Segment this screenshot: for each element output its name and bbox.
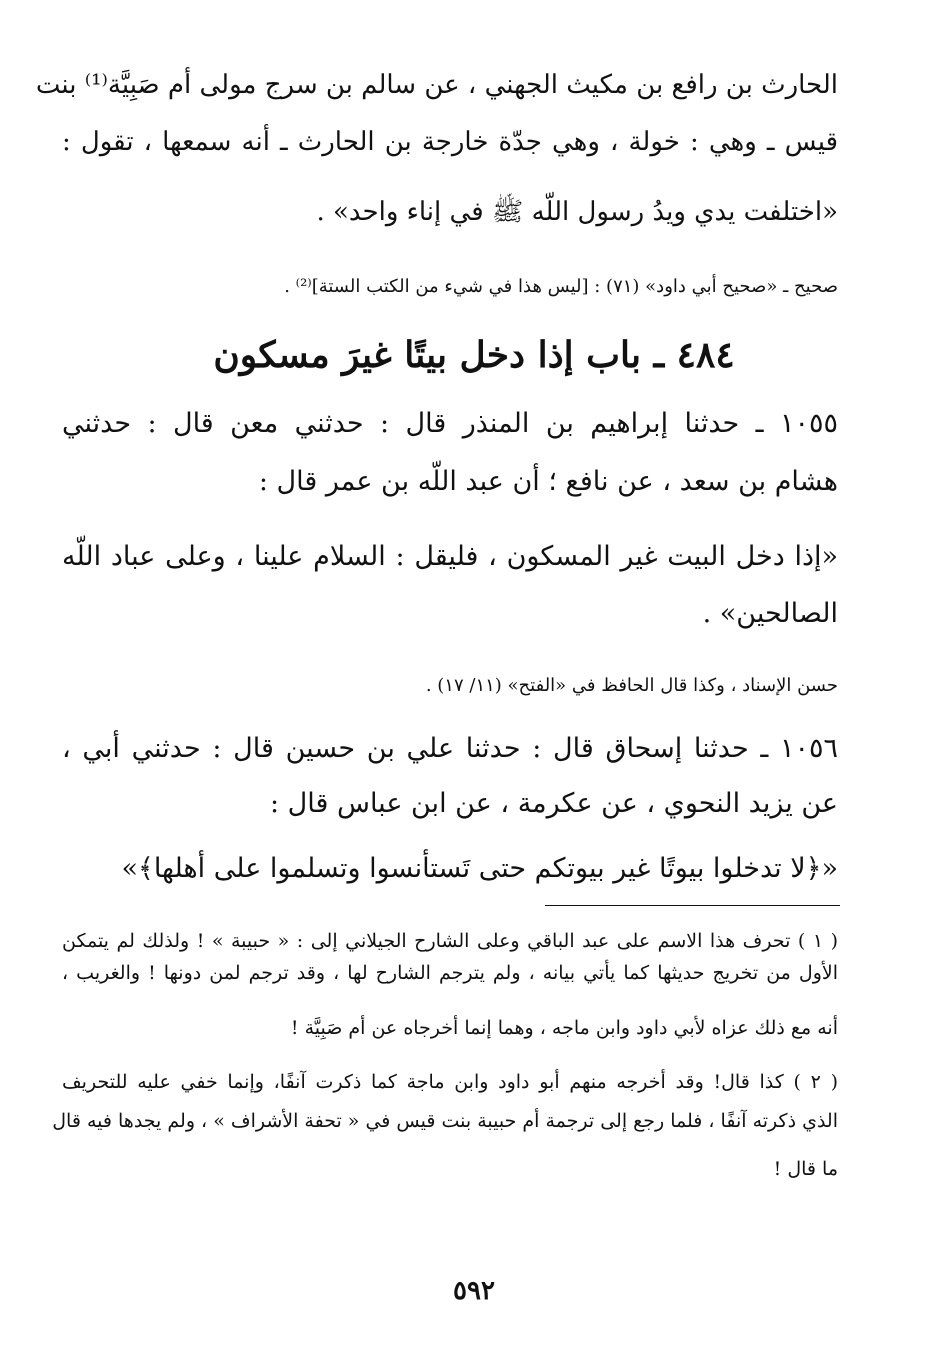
hadith-isnad-line-2: عن يزيد النحوي ، عن عكرمة ، عن ابن عباس قال : (269, 788, 838, 819)
hadith-isnad-line-1: ١٠٥٦ ـ حدثنا إسحاق قال : حدثنا علي بن حسين قال : حدثني أبي ، (62, 733, 838, 764)
footnote-2-line-2: الذي ذكرته آنفًا ، فلما رجع إلى ترجمة أم حبيبة بنت قيس في « تحفة الأشراف » ، ولم يجدها فيه قال (52, 1110, 838, 1132)
hadith-matn-text: «اختلفت يدي ويدُ رسول اللّه ﷺ في إناء واحد» . (316, 197, 838, 227)
hadith-grading: حسن الإسناد ، وكذا قال الحافظ في «الفتح» (١١/ ١٧) . (425, 675, 838, 696)
footnote-1-line-3: أنه مع ذلك عزاه لأبي داود وابن ماجه ، وهما إنما أخرجاه عن أم صَبِيَّة ! (290, 1017, 838, 1039)
hadith-matn-line-2: الصالحين» . (702, 598, 838, 629)
footnote-2-line-3: ما قال ! (773, 1158, 838, 1180)
hadith-isnad-line-2: هشام بن سعد ، عن نافع ؛ أن عبد اللّه بن عمر قال : (258, 466, 838, 497)
footnote-2-line-1: ( ٢ ) كذا قال! وقد أخرجه منهم أبو داود وابن ماجة كما ذكرت آنفًا، وإنما خفي عليه للتحريف (62, 1071, 839, 1093)
footnote-1-line-2: الأول من تخريج حديثها كما يأتي بيانه ، ولم يترجم الشارح لها ، وقد ترجم لمن دونها ! والغريب ، (62, 962, 838, 984)
footnote-1-line-1: ( ١ ) تحرف هذا الاسم على عبد الباقي وعلى الشارح الجيلاني إلى : « حبيبة » ! ولذلك لم يتمكن (62, 930, 839, 952)
footnote-separator (545, 905, 840, 906)
hadith-matn-text: «﴿لا تدخلوا بيوتًا غير بيوتكم حتى تَستأنسوا وتسلموا على أهلها﴾» (121, 853, 838, 884)
page-number: ٥٩٢ (453, 1276, 495, 1306)
hadith-isnad-line-1: الحارث بن رافع بن مكيث الجهني ، عن سالم بن سرج مولى أم صَبِيَّة⁽¹⁾ بنت (35, 70, 838, 100)
hadith-grading: صحيح ـ «صحيح أبي داود» (٧١) : [ليس هذا في شيء من الكتب الستة]⁽²⁾ . (284, 276, 838, 297)
hadith-matn-line-1: «إذا دخل البيت غير المسكون ، فليقل : السلام علينا ، وعلى عباد اللّه (62, 541, 838, 572)
hadith-isnad-line-1: ١٠٥٥ ـ حدثنا إبراهيم بن المنذر قال : حدثني معن قال : حدثني (62, 408, 838, 439)
chapter-heading: ٤٨٤ ـ باب إذا دخل بيتًا غيرَ مسكون (213, 334, 735, 376)
hadith-isnad-line-2: قيس ـ وهي : خولة ، وهي جدّة خارجة بن الحارث ـ أنه سمعها ، تقول : (62, 127, 838, 157)
